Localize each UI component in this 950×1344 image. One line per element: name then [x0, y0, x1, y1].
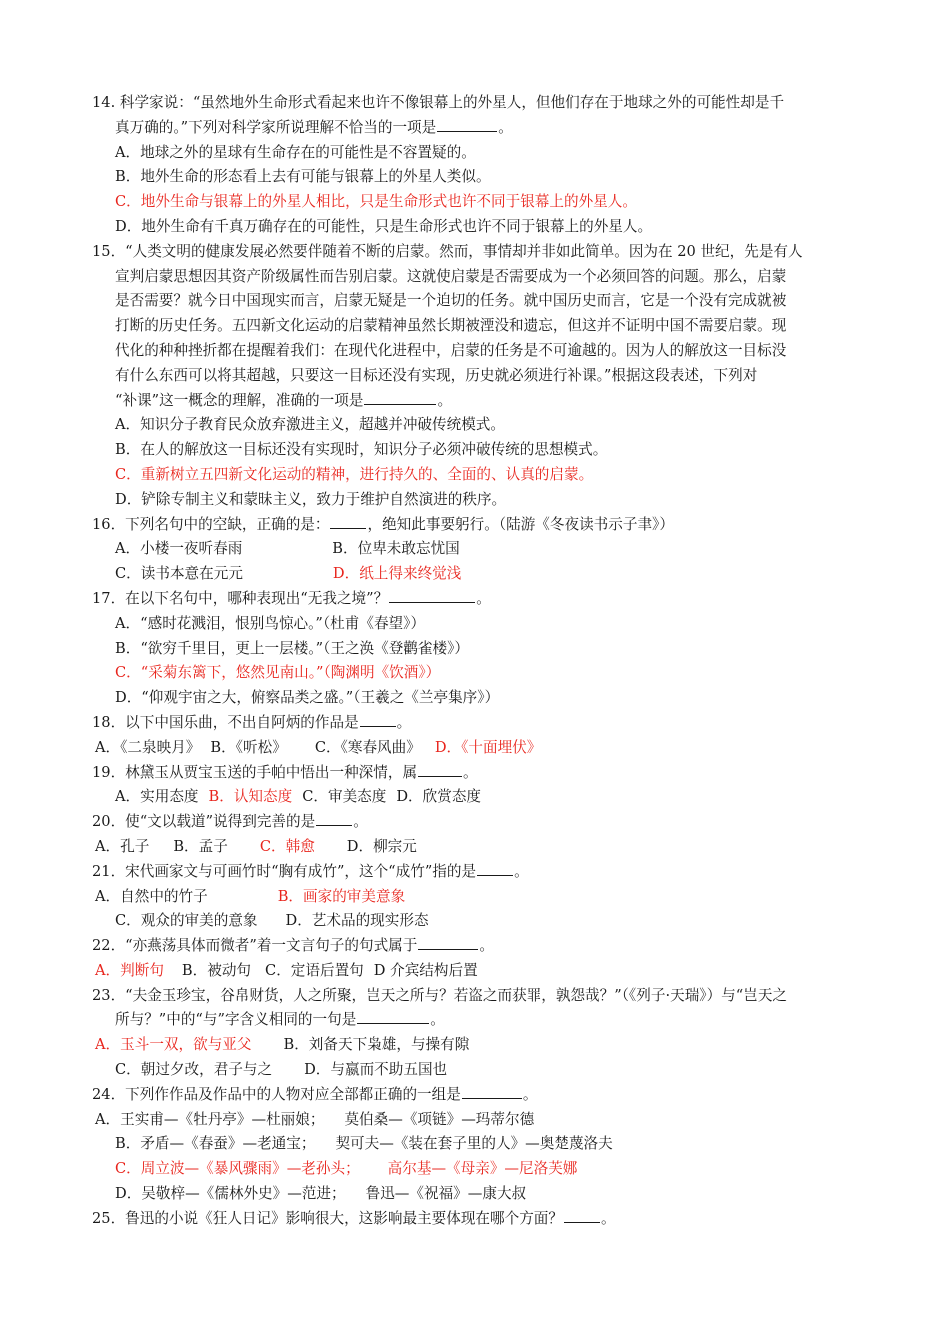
- question-22-option-b: B．被动句: [181, 961, 252, 979]
- question-17-stem-end: 。: [476, 589, 491, 607]
- question-21-option-b-correct: B．画家的审美意象: [277, 887, 406, 905]
- question-19: [92, 761, 874, 811]
- question-21-option-d: D．艺术品的现实形态: [285, 912, 429, 930]
- question-20: [92, 810, 874, 860]
- question-21-options-row-1: [92, 885, 874, 910]
- answer-blank: [564, 1207, 600, 1223]
- question-15-stem-end: 。: [437, 391, 453, 409]
- question-23-options-row-2: [92, 1058, 874, 1083]
- question-24-option-d-part-2: 鲁迅—《祝福》—康大叔: [365, 1185, 527, 1203]
- question-18-stem-text: 18．以下中国乐曲，不出自阿炳的作品是: [92, 713, 359, 731]
- question-21-stem-text: 21．宋代画家文与可画竹时“胸有成竹”，这个“成竹”指的是: [92, 862, 477, 880]
- question-15-stem-line-6: 有什么东西可以将其超越，只要这一目标还没有实现，历史就必须进行补课。”根据这段表述，下列对: [115, 366, 758, 384]
- question-18-option-d-correct: D．《十面埋伏》: [434, 738, 542, 756]
- question-23-stem-end: 。: [430, 1011, 445, 1029]
- question-14-option-d: D．地外生命有千真万确存在的可能性，只是生命形式也许不同于银幕上的外星人。: [115, 217, 653, 235]
- question-25: [92, 1207, 874, 1232]
- question-14-option-c-correct: C．地外生命与银幕上的外星人相比，只是生命形式也许不同于银幕上的外星人。: [115, 193, 637, 211]
- question-15-stem-line-1: 15．“人类文明的健康发展必然要伴随着不断的启蒙。然而，事情却并非如此简单。因为在 20 世纪，先是有人: [92, 242, 803, 260]
- question-19-stem: [92, 761, 874, 786]
- question-15-stem-line-5: 代化的种种挫折都在提醒着我们：在现代化进程中，启蒙的任务是不可逾越的。因为人的解放这一目标没: [115, 341, 787, 359]
- question-24-option-b-part-1: B．矛盾—《春蚕》—老通宝；: [115, 1135, 316, 1153]
- question-17-option-c-correct: C．“采菊东篱下，悠然见南山。”（陶渊明《饮酒》）: [115, 664, 441, 682]
- question-15: [92, 240, 874, 513]
- question-25-stem-end: 。: [600, 1209, 616, 1227]
- question-16-option-b: B．位卑未敢忘忧国: [332, 540, 460, 558]
- question-19-option-d: D．欣赏态度: [396, 788, 482, 806]
- question-list: [92, 91, 874, 1232]
- question-14-option-b: B．地外生命的形态看上去有可能与银幕上的外星人类似。: [115, 168, 491, 186]
- question-24-option-b-part-2: 契可夫—《装在套子里的人》—奥楚蔑洛夫: [335, 1135, 613, 1153]
- question-22: [92, 934, 874, 984]
- question-21-stem-end: 。: [514, 862, 529, 880]
- question-20-option-c-correct: C．韩愈: [259, 837, 315, 855]
- question-15-stem-line-2: 宣判启蒙思想因其资产阶级属性而告别启蒙。这就使启蒙是否需要成为一个必须回答的问题。那么，启蒙: [115, 267, 787, 285]
- question-19-stem-end: 。: [463, 763, 478, 781]
- question-22-option-d: D 介宾结构后置: [373, 961, 478, 979]
- question-14-stem-text: 真万确的。”下列对科学家所说理解不恰当的一项是: [115, 118, 437, 136]
- question-19-option-c: C．审美态度: [302, 788, 387, 806]
- question-17: [92, 587, 874, 711]
- question-18: [92, 711, 874, 761]
- question-25-stem-text: 25．鲁迅的小说《狂人日记》影响很大，这影响最主要体现在哪个方面？: [92, 1209, 563, 1227]
- question-22-stem: [92, 934, 874, 959]
- question-24-stem: [92, 1083, 874, 1108]
- question-19-option-a: A．实用态度: [115, 788, 199, 806]
- question-14-stem-end: 。: [498, 118, 513, 136]
- question-21-stem: [92, 860, 874, 885]
- question-24-stem-end: 。: [522, 1085, 538, 1103]
- question-24-option-b: [92, 1132, 874, 1157]
- question-20-option-b: B．孟子: [173, 837, 228, 855]
- question-15-option-a: A．知识分子教育民众放弃激进主义，超越并冲破传统模式。: [115, 416, 505, 434]
- question-23-options-row-1: [92, 1033, 874, 1058]
- question-19-option-b-correct: B．认知态度: [208, 788, 293, 806]
- question-18-option-b: B．《听松》: [210, 738, 287, 756]
- question-16: [92, 513, 874, 587]
- question-20-stem: [92, 810, 874, 835]
- question-15-stem-text: “补课”这一概念的理解，准确的一项是: [115, 391, 364, 409]
- question-23-option-a-correct: A．玉斗一双，欲与亚父: [95, 1036, 252, 1054]
- question-15-option-d: D．铲除专制主义和蒙昧主义，致力于维护自然演进的秩序。: [115, 490, 507, 508]
- question-15-stem-line-4: 打断的历史任务。五四新文化运动的启蒙精神虽然长期被湮没和遗忘，但这并不证明中国不需要启蒙。现: [115, 317, 787, 335]
- question-16-option-c: C．读书本意在元元: [115, 565, 243, 583]
- question-17-stem-text: 17．在以下名句中，哪种表现出“无我之境”？: [92, 589, 389, 607]
- question-19-stem-text: 19．林黛玉从贾宝玉送的手帕中悟出一种深情，属: [92, 763, 418, 781]
- question-21-option-c: C．观众的审美的意象: [115, 912, 258, 930]
- question-15-stem-line-3: 是否需要？就今日中国现实而言，启蒙无疑是一个迫切的任务。就中国历史而言，它是一个没有完成就被: [115, 292, 787, 310]
- question-15-stem-line-7: [92, 389, 874, 414]
- question-23-stem-text: 所与？”中的“与”字含义相同的一句是: [115, 1011, 357, 1029]
- question-24-stem-text: 24．下列作作品及作品中的人物对应全部都正确的一组是: [92, 1085, 461, 1103]
- question-18-option-c: C．《寒春风曲》: [314, 738, 421, 756]
- answer-blank: [360, 711, 396, 727]
- question-22-stem-text: 22．“亦燕荡具体而微者”着一文言句子的句式属于: [92, 937, 418, 955]
- question-17-option-d: D．“仰观宇宙之大，俯察品类之盛。”（王羲之《兰亭集序》）: [115, 689, 500, 707]
- question-23-stem-line-2: [92, 1008, 874, 1033]
- question-20-option-a: A．孔子: [95, 837, 150, 855]
- question-17-option-b: B．“欲穷千里目，更上一层楼。”（王之涣《登鹳雀楼》）: [115, 639, 469, 657]
- question-20-option-d: D．柳宗元: [346, 837, 417, 855]
- question-17-stem: [92, 587, 874, 612]
- question-23-option-b: B．刘备天下枭雄，与操有隙: [283, 1036, 470, 1054]
- question-23-option-d: D．与嬴而不助五国也: [304, 1061, 448, 1079]
- answer-blank: [316, 810, 352, 826]
- question-16-options-row-1: [92, 537, 874, 562]
- question-21-options-row-2: [92, 909, 874, 934]
- question-16-stem: [92, 513, 874, 538]
- question-16-option-a: A．小楼一夜听春雨: [115, 540, 243, 558]
- question-15-option-b: B．在人的解放这一目标还没有实现时，知识分子必须冲破传统的思想模式。: [115, 441, 608, 459]
- question-17-option-a: A．“感时花溅泪，恨别鸟惊心。”（杜甫《春望》）: [115, 614, 426, 632]
- question-24-option-c-part-2: 高尔基—《母亲》—尼洛芙娜: [387, 1160, 578, 1178]
- question-24-option-a: [92, 1108, 874, 1133]
- question-16-stem-end: ，绝知此事要躬行。（陆游《冬夜读书示子聿》）: [367, 515, 674, 533]
- question-14-stem-line-2: [92, 116, 874, 141]
- question-24-option-d: [92, 1182, 874, 1207]
- question-16-option-d-correct: D．纸上得来终觉浅: [332, 565, 462, 583]
- answer-blank: [462, 1083, 522, 1099]
- question-23: [92, 984, 874, 1083]
- answer-blank: [364, 389, 436, 405]
- question-18-stem-end: 。: [396, 713, 412, 731]
- answer-blank: [477, 860, 513, 876]
- question-24: [92, 1083, 874, 1207]
- question-20-options-row: [92, 835, 874, 860]
- question-23-stem-line-1: 23．“夫金玉珍宝，谷帛财货，人之所聚，岂天之所与？若盗之而获罪，孰怨哉？”（《列子·天瑞》）与“岂天之: [92, 986, 788, 1004]
- question-18-option-a: A．《二泉映月》: [95, 738, 201, 756]
- question-22-option-a-correct: A．判断句: [95, 961, 164, 979]
- question-20-stem-end: 。: [353, 813, 368, 831]
- answer-blank: [437, 116, 497, 132]
- question-21-option-a: A．自然中的竹子: [95, 887, 208, 905]
- question-24-option-a-part-2: 莫伯桑—《项链》—玛蒂尔德: [344, 1110, 535, 1128]
- question-24-option-c-part-1: C．周立波—《暴风骤雨》—老孙头；: [115, 1160, 360, 1178]
- answer-blank: [418, 761, 462, 777]
- question-16-stem-text: 16．下列名句中的空缺，正确的是：: [92, 515, 330, 533]
- question-14-stem-line-1: 14. 科学家说：“虽然地外生命形式看起来也许不像银幕上的外星人，但他们存在于地球之外的可能性却是千: [92, 94, 785, 111]
- question-15-option-c-correct: C．重新树立五四新文化运动的精神，进行持久的、全面的、认真的启蒙。: [115, 465, 594, 483]
- question-20-stem-text: 20．使“文以载道”说得到完善的是: [92, 813, 316, 831]
- question-22-option-c: C．定语后置句: [265, 961, 364, 979]
- answer-blank: [418, 934, 478, 950]
- question-19-options-row: [92, 785, 874, 810]
- question-23-option-c: C．朝过夕改，君子与之: [115, 1061, 273, 1079]
- question-24-option-a-part-1: A．王实甫—《牡丹亭》—杜丽娘；: [95, 1110, 325, 1128]
- question-24-option-d-part-1: D．吴敬梓—《儒林外史》—范进；: [115, 1185, 346, 1203]
- question-25-stem: [92, 1207, 874, 1232]
- question-16-options-row-2: [92, 562, 874, 587]
- answer-blank: [389, 587, 475, 603]
- question-18-options-row: [92, 736, 874, 761]
- question-14: [92, 91, 874, 240]
- question-21: [92, 860, 874, 934]
- question-22-stem-end: 。: [479, 937, 494, 955]
- question-14-option-a: A．地球之外的星球有生命存在的可能性是不容置疑的。: [115, 143, 476, 161]
- answer-blank: [330, 513, 366, 529]
- answer-blank: [357, 1008, 429, 1024]
- question-18-stem: [92, 711, 874, 736]
- question-22-options-row: [92, 959, 874, 984]
- question-24-option-c-correct: [92, 1157, 874, 1182]
